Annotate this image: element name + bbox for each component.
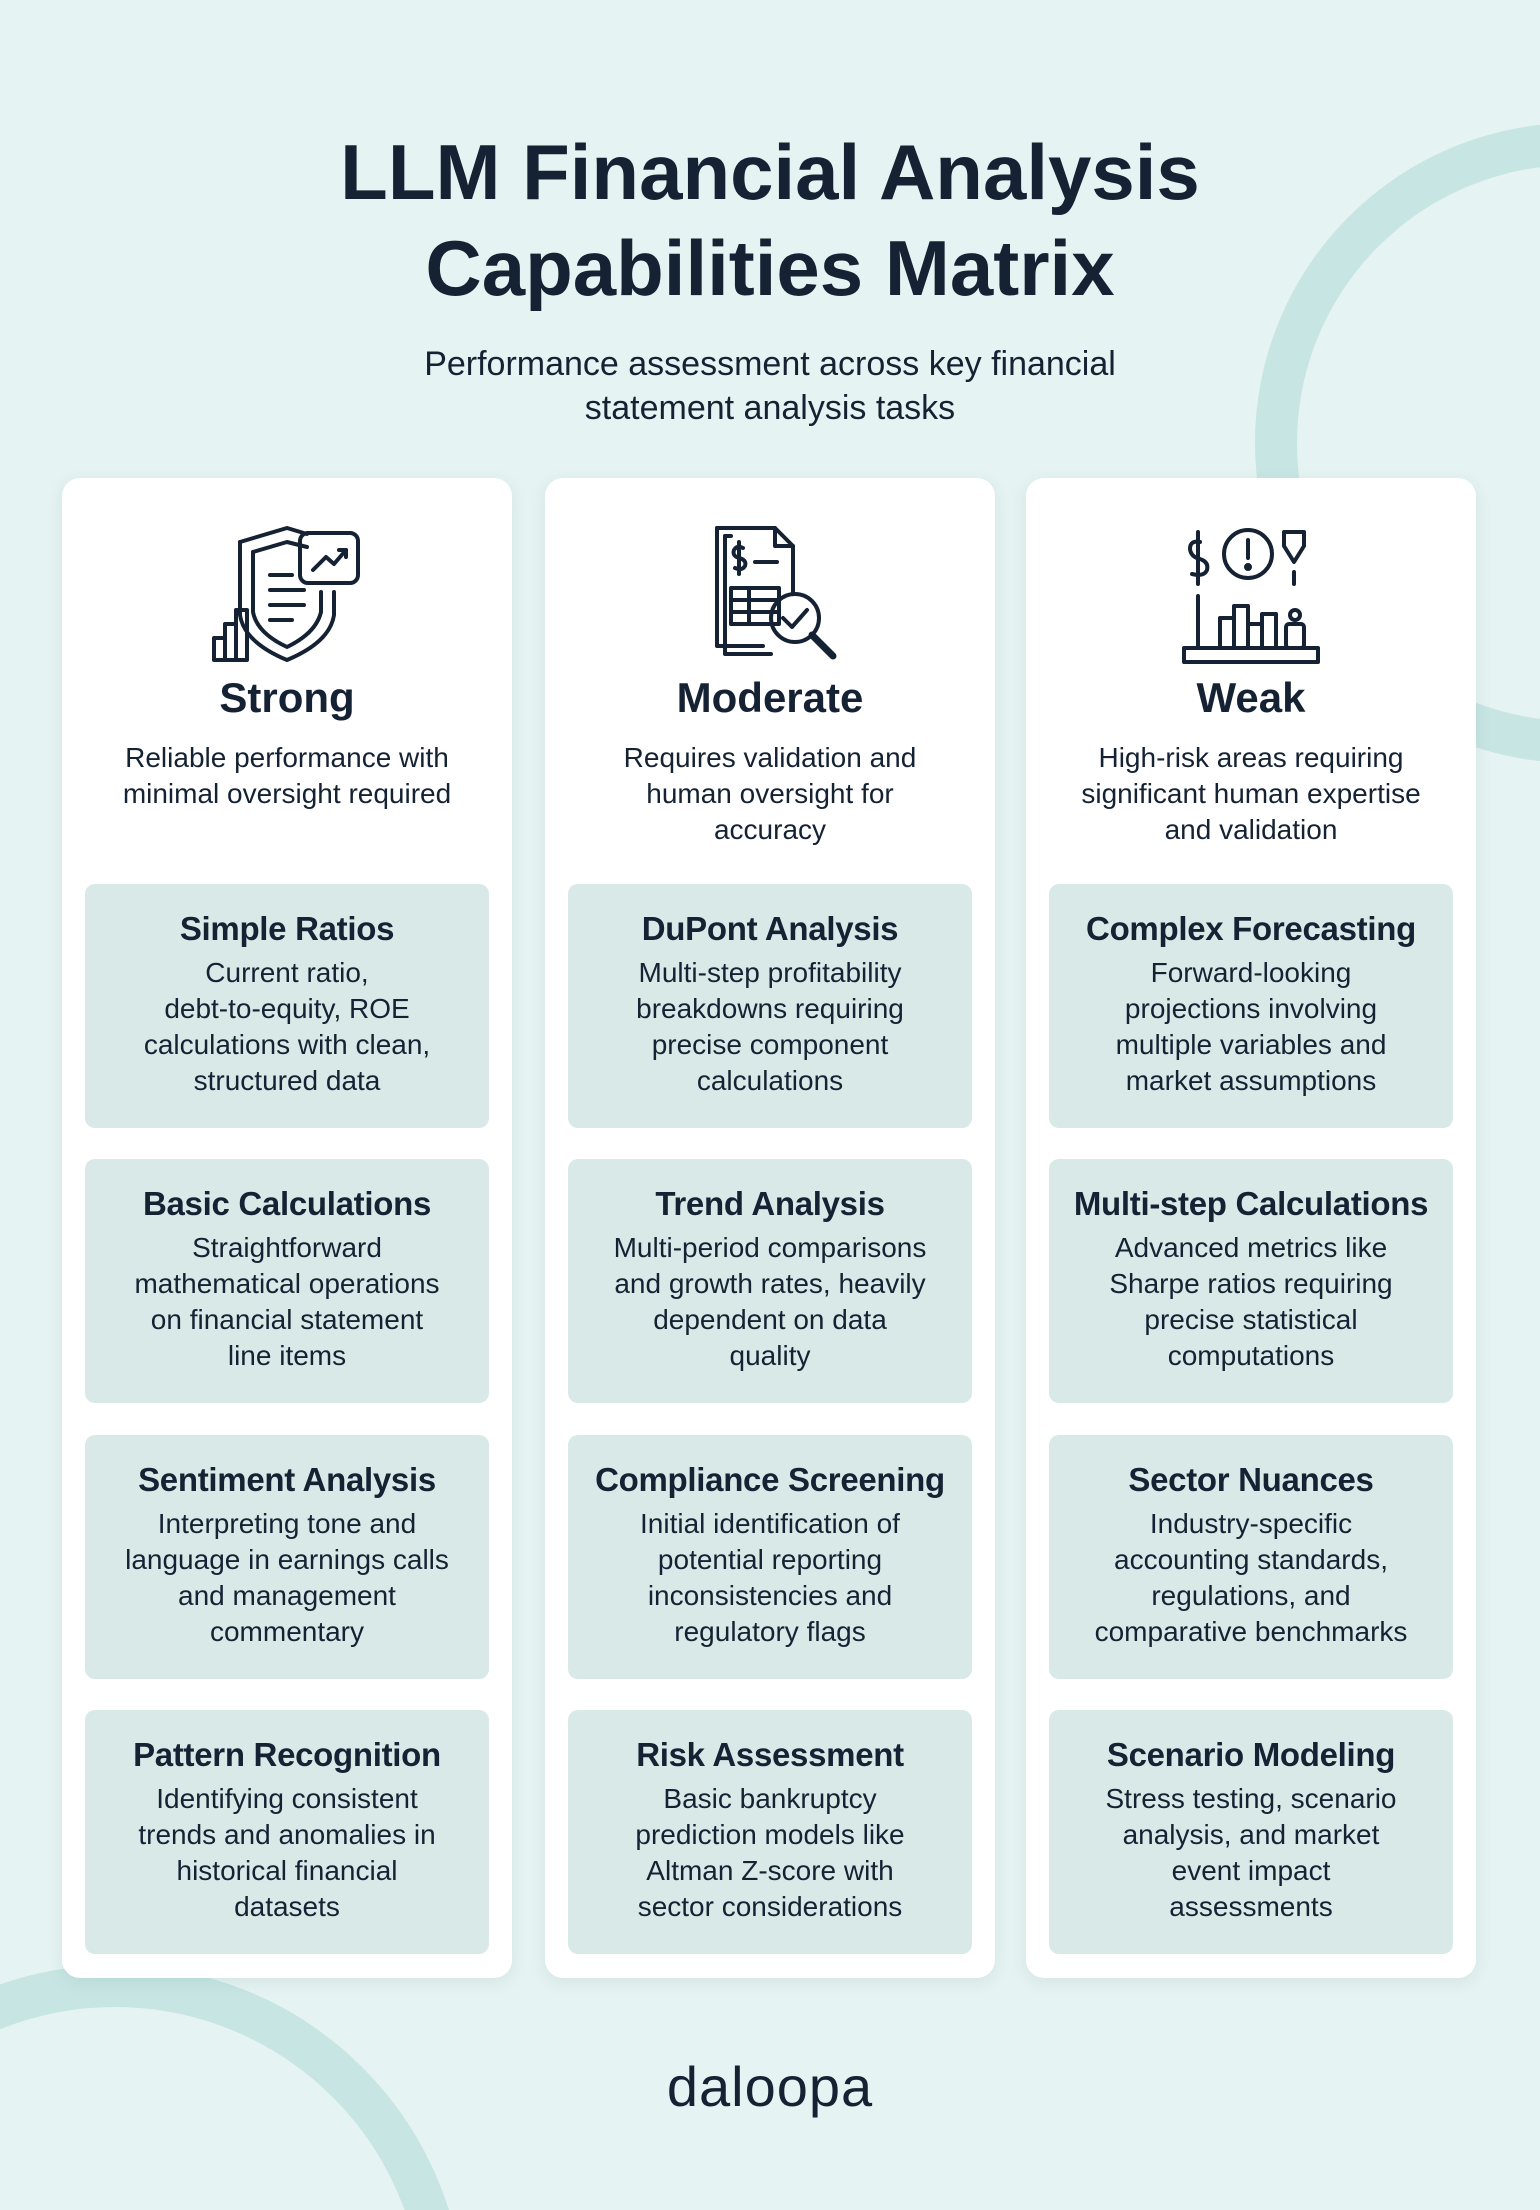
title-line-1: LLM Financial Analysis — [340, 128, 1200, 216]
column-strong — [62, 478, 512, 1978]
card-title: Complex Forecasting — [1086, 910, 1416, 947]
desc-line: Current ratio, — [205, 957, 369, 988]
desc-line: prediction models like — [635, 1819, 905, 1850]
desc-line: debt-to-equity, ROE — [164, 993, 410, 1024]
desc-line: Basic bankruptcy — [663, 1783, 877, 1814]
desc-line: calculations with clean, — [143, 1029, 431, 1060]
card-title: Compliance Screening — [595, 1461, 945, 1498]
page-title — [0, 124, 1540, 316]
desc-line: inconsistencies and — [647, 1580, 893, 1611]
desc-line: language in earnings calls — [125, 1544, 449, 1575]
desc-line: and management — [178, 1580, 396, 1611]
card-title: Sector Nuances — [1128, 1461, 1374, 1498]
card-description — [580, 1506, 960, 1650]
desc-line: breakdowns requiring — [636, 993, 904, 1024]
desc-line: assessments — [1169, 1891, 1333, 1922]
capability-card-dupont-analysis — [568, 884, 972, 1128]
column-weak — [1026, 478, 1476, 1978]
desc-line: datasets — [234, 1891, 340, 1922]
warning-chart-icon — [1176, 520, 1326, 670]
desc-line: Reliable performance with — [125, 742, 449, 773]
desc-line: Industry-specific — [1149, 1508, 1353, 1539]
column-title-strong: Strong — [219, 674, 355, 721]
desc-line: commentary — [209, 1616, 365, 1647]
card-title: Scenario Modeling — [1106, 1736, 1396, 1773]
subtitle-line-2: statement analysis tasks — [584, 389, 956, 427]
card-description — [580, 955, 960, 1099]
capability-card-simple-ratios — [85, 884, 489, 1128]
desc-line: historical financial — [176, 1855, 398, 1886]
desc-line: High-risk areas requiring — [1098, 742, 1404, 773]
card-description — [1061, 1781, 1441, 1925]
desc-line: potential reporting — [657, 1544, 883, 1575]
card-title: Simple Ratios — [179, 910, 395, 947]
capability-card-basic-calculations — [85, 1159, 489, 1403]
desc-line: Stress testing, scenario — [1105, 1783, 1397, 1814]
desc-line: human oversight for — [646, 778, 894, 809]
desc-line: regulations, and — [1151, 1580, 1351, 1611]
card-title: Basic Calculations — [142, 1185, 432, 1222]
column-title-moderate: Moderate — [676, 674, 864, 721]
card-description — [1061, 1230, 1441, 1374]
subtitle-line-1: Performance assessment across key financial — [424, 345, 1116, 383]
desc-line: Advanced metrics like — [1114, 1232, 1388, 1263]
desc-line: accuracy — [713, 814, 827, 845]
card-description — [97, 1506, 477, 1650]
card-title: Pattern Recognition — [133, 1736, 441, 1773]
desc-line: on financial statement — [150, 1304, 424, 1335]
desc-line: Requires validation and — [623, 742, 917, 773]
card-description — [97, 1781, 477, 1925]
column-title-weak: Weak — [1196, 674, 1306, 721]
desc-line: and growth rates, heavily — [614, 1268, 926, 1299]
column-description-strong — [82, 740, 492, 812]
title-line-2: Capabilities Matrix — [425, 224, 1115, 312]
desc-line: Multi-period comparisons — [613, 1232, 927, 1263]
desc-line: multiple variables and — [1115, 1029, 1387, 1060]
card-description — [580, 1781, 960, 1925]
capability-card-complex-forecasting — [1049, 884, 1453, 1128]
capability-card-multi-step-calculations — [1049, 1159, 1453, 1403]
desc-line: significant human expertise — [1081, 778, 1421, 809]
capability-card-trend-analysis — [568, 1159, 972, 1403]
card-description — [97, 1230, 477, 1374]
desc-line: Sharpe ratios requiring — [1109, 1268, 1393, 1299]
desc-line: precise component — [651, 1029, 889, 1060]
column-moderate — [545, 478, 995, 1978]
desc-line: mathematical operations — [134, 1268, 440, 1299]
card-description — [1061, 1506, 1441, 1650]
desc-line: minimal oversight required — [122, 778, 452, 809]
desc-line: regulatory flags — [674, 1616, 866, 1647]
desc-line: Straightforward — [192, 1232, 382, 1263]
capability-card-sector-nuances — [1049, 1435, 1453, 1679]
card-title: DuPont Analysis — [641, 910, 899, 947]
capability-card-pattern-recognition — [85, 1710, 489, 1954]
desc-line: market assumptions — [1125, 1065, 1377, 1096]
desc-line: dependent on data — [653, 1304, 887, 1335]
desc-line: Forward-looking — [1150, 957, 1352, 988]
desc-line: analysis, and market — [1122, 1819, 1380, 1850]
desc-line: line items — [227, 1340, 347, 1371]
desc-line: structured data — [193, 1065, 381, 1096]
capability-card-scenario-modeling — [1049, 1710, 1453, 1954]
card-title: Sentiment Analysis — [138, 1461, 436, 1498]
desc-line: quality — [729, 1340, 811, 1371]
column-description-moderate — [565, 740, 975, 848]
desc-line: event impact — [1171, 1855, 1331, 1886]
desc-line: Interpreting tone and — [157, 1508, 417, 1539]
desc-line: computations — [1167, 1340, 1335, 1371]
capability-card-sentiment-analysis — [85, 1435, 489, 1679]
card-description — [580, 1230, 960, 1374]
card-title: Risk Assessment — [636, 1736, 904, 1773]
card-description — [1061, 955, 1441, 1099]
column-description-weak — [1046, 740, 1456, 848]
capability-card-compliance-screening — [568, 1435, 972, 1679]
desc-line: accounting standards, — [1114, 1544, 1388, 1575]
capability-card-risk-assessment — [568, 1710, 972, 1954]
desc-line: precise statistical — [1144, 1304, 1358, 1335]
card-description — [97, 955, 477, 1099]
desc-line: sector considerations — [637, 1891, 903, 1922]
daloopa-logo: daloopa — [666, 2055, 874, 2118]
desc-line: calculations — [696, 1065, 844, 1096]
shield-chart-icon — [212, 520, 362, 670]
desc-line: and validation — [1164, 814, 1338, 845]
card-title: Multi-step Calculations — [1073, 1185, 1429, 1222]
desc-line: Initial identification of — [640, 1508, 900, 1539]
desc-line: Identifying consistent — [156, 1783, 418, 1814]
desc-line: trends and anomalies in — [138, 1819, 436, 1850]
card-title: Trend Analysis — [655, 1185, 885, 1222]
desc-line: Multi-step profitability — [638, 957, 902, 988]
document-magnifier-icon — [695, 520, 845, 670]
page-subtitle — [370, 342, 1170, 430]
desc-line: projections involving — [1124, 993, 1378, 1024]
desc-line: Altman Z-score with — [646, 1855, 894, 1886]
desc-line: comparative benchmarks — [1094, 1616, 1408, 1647]
